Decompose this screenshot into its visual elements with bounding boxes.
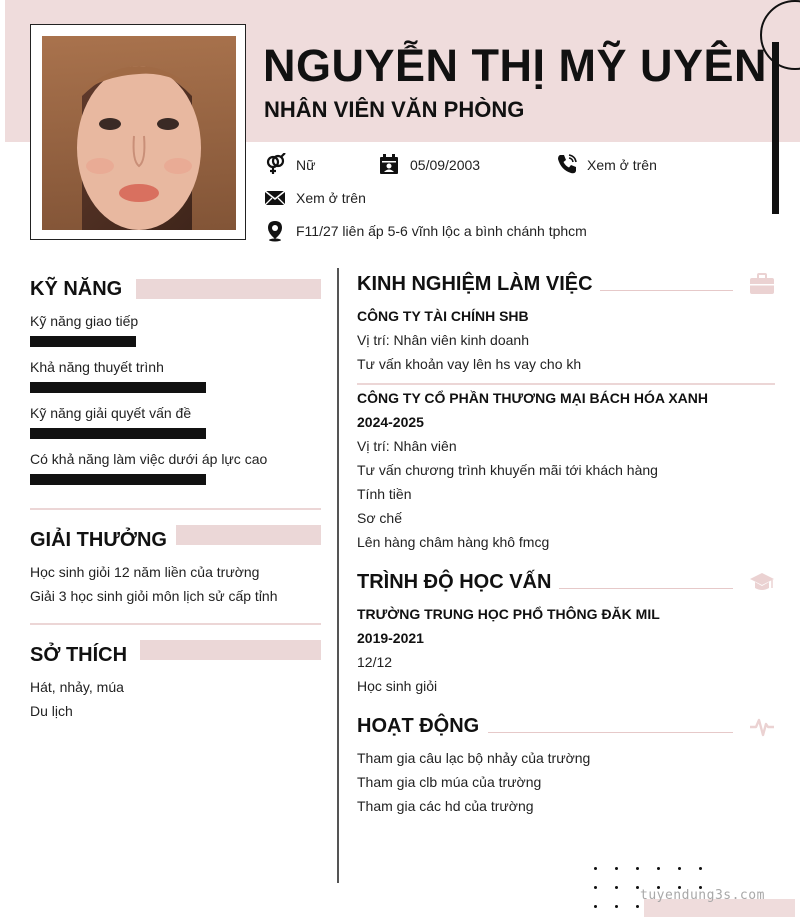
decorative-dot bbox=[615, 886, 618, 889]
email-icon bbox=[264, 187, 286, 209]
decorative-dot bbox=[594, 886, 597, 889]
hobby-item: Hát, nhảy, múa bbox=[30, 679, 124, 695]
gender-icon bbox=[264, 153, 286, 175]
location-icon bbox=[264, 220, 286, 242]
column-separator bbox=[337, 268, 339, 883]
activities-title: HOẠT ĐỘNG bbox=[357, 715, 480, 737]
experience-rule bbox=[600, 290, 733, 291]
watermark-text: tuyendung3s.com bbox=[640, 888, 765, 903]
hobby-item: Du lịch bbox=[30, 703, 73, 719]
hobbies-title: SỞ THÍCH bbox=[30, 644, 128, 666]
education-rule bbox=[559, 588, 733, 589]
decorative-bar bbox=[772, 42, 779, 214]
job-detail: Tính tiền bbox=[357, 486, 412, 502]
skill-label: Khả năng thuyết trình bbox=[30, 359, 164, 375]
calendar-icon bbox=[378, 153, 400, 175]
company-name: CÔNG TY CỔ PHẦN THƯƠNG MẠI BÁCH HÓA XANH bbox=[357, 390, 709, 406]
job-detail: Tư vấn chương trình khuyến mãi tới khách hàng bbox=[357, 462, 658, 478]
address-text: F11/27 liên ấp 5-6 vĩnh lộc a bình chánh tphcm bbox=[296, 223, 587, 239]
section-divider bbox=[30, 508, 321, 510]
phone-text: Xem ở trên bbox=[587, 157, 657, 173]
job-detail: Lên hàng châm hàng khô fmcg bbox=[357, 534, 550, 550]
skill-level-bar bbox=[30, 474, 206, 485]
skill-label: Kỹ năng giao tiếp bbox=[30, 313, 139, 329]
education-title: TRÌNH ĐỘ HỌC VẤN bbox=[357, 571, 552, 593]
award-item: Giải 3 học sinh giỏi môn lịch sử cấp tỉnh bbox=[30, 588, 278, 604]
activities-rule bbox=[488, 732, 733, 733]
skill-level-bar bbox=[30, 428, 206, 439]
job-detail: Vị trí: Nhân viên kinh doanh bbox=[357, 332, 529, 348]
decorative-dot bbox=[699, 867, 702, 870]
job-detail: Tư vấn khoản vay lên hs vay cho kh bbox=[357, 356, 582, 372]
awards-title-bar bbox=[176, 525, 321, 545]
profile-photo bbox=[42, 36, 236, 230]
job-detail: Vị trí: Nhân viên bbox=[357, 438, 457, 454]
email-text: Xem ở trên bbox=[296, 190, 366, 206]
job-period: 2024-2025 bbox=[357, 414, 424, 430]
section-divider bbox=[30, 623, 321, 625]
education-grade: 12/12 bbox=[357, 654, 393, 670]
award-item: Học sinh giỏi 12 năm liền của trường bbox=[30, 564, 260, 580]
skills-title: KỸ NĂNG bbox=[30, 278, 123, 300]
graduation-cap-icon bbox=[749, 571, 775, 593]
job-divider bbox=[357, 383, 775, 385]
awards-title: GIẢI THƯỞNG bbox=[30, 529, 167, 551]
decorative-dot bbox=[594, 905, 597, 908]
birthday-text: 05/09/2003 bbox=[410, 157, 481, 173]
activity-item: Tham gia clb múa của trường bbox=[357, 774, 542, 790]
candidate-name: NGUYỄN THỊ MỸ UYÊN bbox=[263, 40, 768, 91]
activity-item: Tham gia các hd của trường bbox=[357, 798, 534, 814]
school-name: TRƯỜNG TRUNG HỌC PHỔ THÔNG ĐĂK MIL bbox=[357, 606, 660, 622]
decorative-dot bbox=[657, 867, 660, 870]
decorative-dot bbox=[636, 905, 639, 908]
experience-title: KINH NGHIỆM LÀM VIỆC bbox=[357, 273, 593, 295]
decorative-dot bbox=[636, 886, 639, 889]
briefcase-icon bbox=[749, 273, 775, 295]
company-name: CÔNG TY TÀI CHÍNH SHB bbox=[357, 308, 529, 324]
gender-text: Nữ bbox=[296, 157, 316, 173]
hobbies-title-bar bbox=[140, 640, 321, 660]
skills-title-bar bbox=[136, 279, 321, 299]
skill-level-bar bbox=[30, 336, 136, 347]
pulse-icon bbox=[749, 716, 775, 738]
skill-label: Có khả năng làm việc dưới áp lực cao bbox=[30, 451, 268, 467]
decorative-dot bbox=[594, 867, 597, 870]
job-detail: Sơ chế bbox=[357, 510, 402, 526]
skill-label: Kỹ năng giải quyết vấn đề bbox=[30, 405, 192, 421]
phone-icon bbox=[556, 153, 578, 175]
activity-item: Tham gia câu lạc bộ nhảy của trường bbox=[357, 750, 591, 766]
skill-level-bar bbox=[30, 382, 206, 393]
job-title: NHÂN VIÊN VĂN PHÒNG bbox=[264, 97, 525, 122]
decorative-dot bbox=[615, 905, 618, 908]
decorative-dot bbox=[678, 867, 681, 870]
education-period: 2019-2021 bbox=[357, 630, 424, 646]
decorative-dot bbox=[615, 867, 618, 870]
decorative-dot bbox=[636, 867, 639, 870]
education-rank: Học sinh giỏi bbox=[357, 678, 438, 694]
